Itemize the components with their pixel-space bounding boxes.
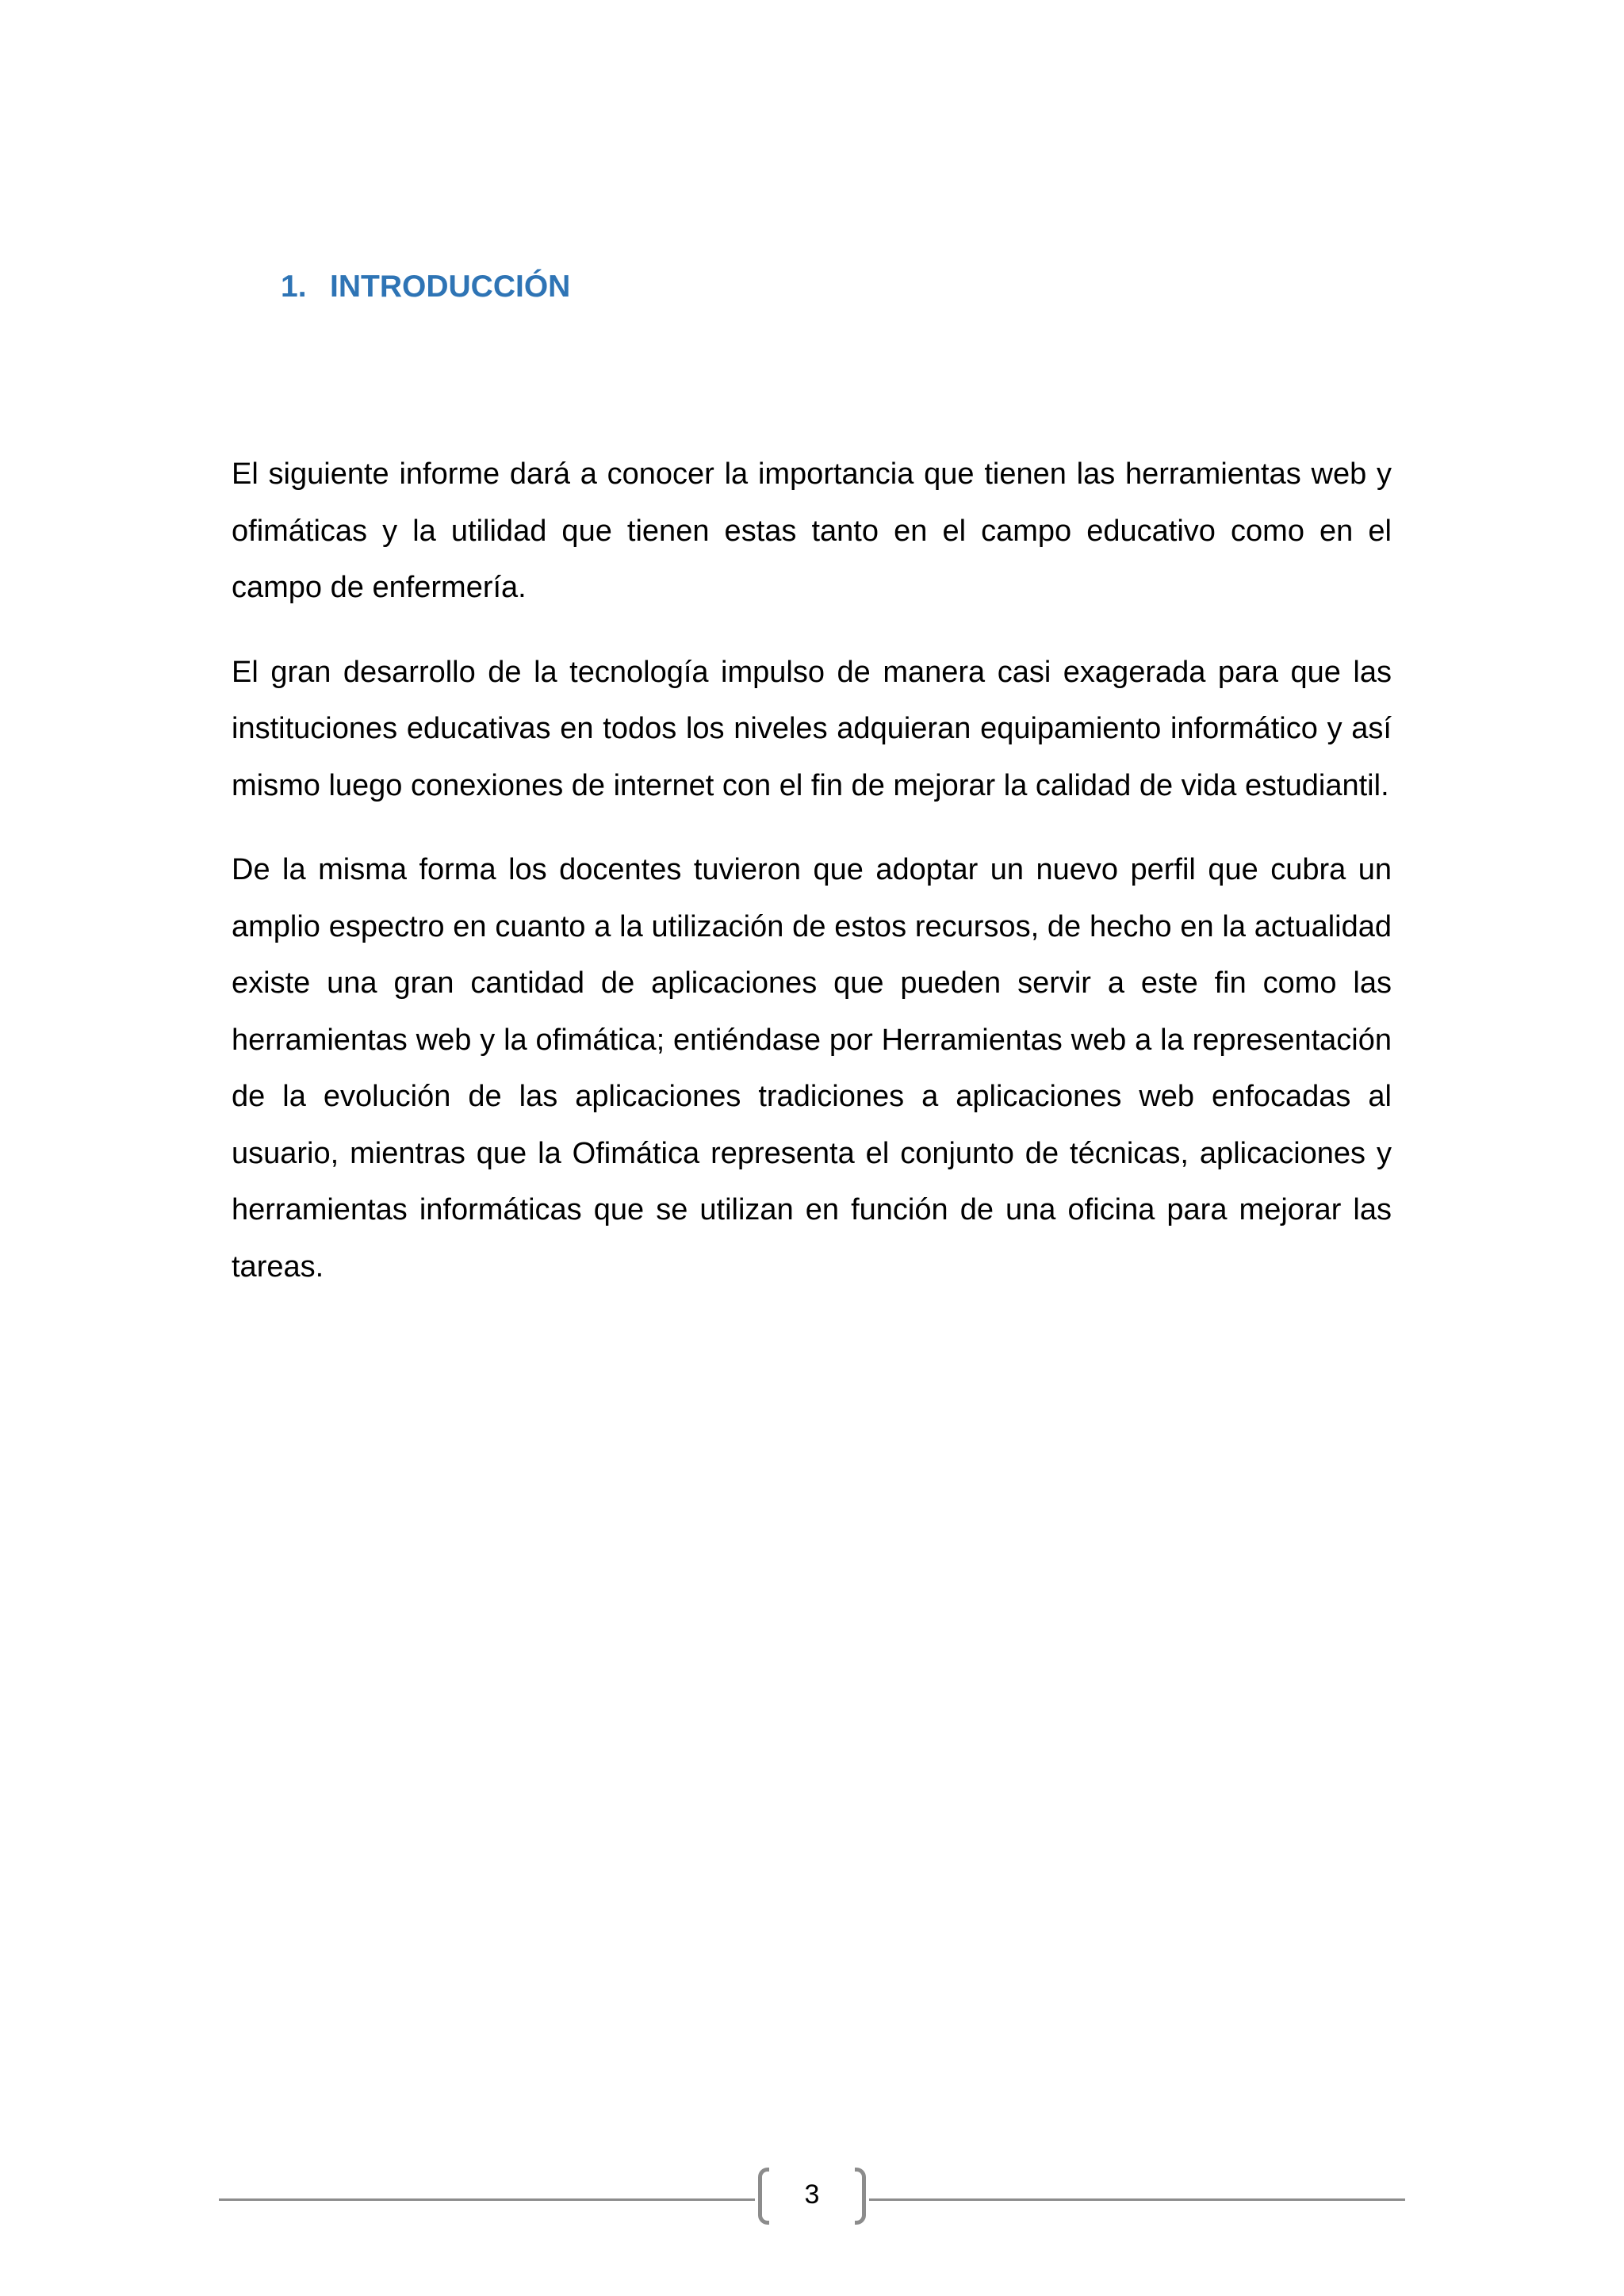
paragraph: De la misma forma los docentes tuvieron que adoptar un nuevo perfil que cubra un amplio espectro en cuanto a la utilización de estos recursos, de hecho en la actualidad existe una gran cantidad de aplicaciones que pueden servir a este fin como las herramientas web y la ofimática; entiéndase por Herramientas web a la representación de la evolución de las aplicaciones tradiciones a aplicaciones web enfocadas al usuario, mientras que la Ofimática representa el conjunto de técnicas, aplicaciones y herramientas informáticas que se utilizan en función de una oficina para mejorar las tareas.	[232, 853, 1392, 1284]
page-footer	[219, 2168, 1405, 2231]
section-heading	[281, 266, 570, 308]
footer-rule-left	[219, 2198, 755, 2201]
right-bracket-icon	[855, 2168, 866, 2225]
left-bracket-icon	[758, 2168, 769, 2225]
paragraph: El siguiente informe dará a conocer la importancia que tienen las herramientas web y ofimáticas y la utilidad que tienen estas tanto en el campo educativo como en el campo de enfermería.	[232, 457, 1392, 604]
section-number: 1.	[281, 270, 307, 304]
section-title: INTRODUCCIÓN	[330, 270, 571, 304]
footer-rule-right	[869, 2198, 1405, 2201]
paragraph: El gran desarrollo de la tecnología impulso de manera casi exagerada para que las instituciones educativas en todos los niveles adquieran equipamiento informático y así mismo luego conexiones de internet con el fin de mejorar la calidad de vida estudiantil.	[232, 655, 1392, 802]
body-text	[232, 446, 1392, 1323]
page-number: 3	[804, 2179, 820, 2210]
